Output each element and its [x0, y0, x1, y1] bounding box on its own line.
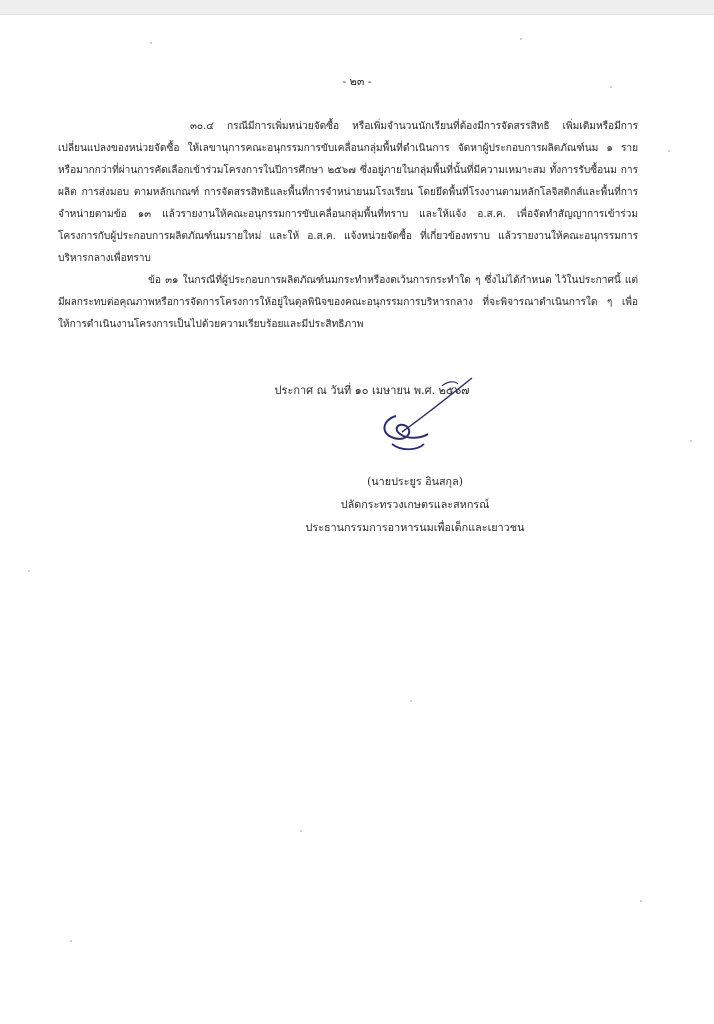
signer-block [250, 470, 580, 539]
scan-speck [640, 900, 642, 902]
scan-speck [520, 38, 522, 40]
announcement-date: ประกาศ ณ วันที่ ๑๐ เมษายน พ.ศ. ๒๕๖๗ [274, 384, 470, 397]
top-gray-bar [0, 0, 714, 15]
clause-30-4-paragraph: ๓๐.๔ กรณีมีการเพิ่มหน่วยจัดซื้อ หรือเพิ่มจำนวนนักเรียนที่ต้องมีการจัดสรรสิทธิ เพิ่มเติมหรือมีการเปลี่ยนแปลงของหน่วยจัดซื้อ ให้เลขานุการคณะอนุกรรมการขับเคลื่อนกลุ่มพื้นที่ดำเนินการ จัดหาผู้ประกอบการผลิตภัณฑ์นม ๑ ราย หรือมากกว่าที่ผ่านการคัดเลือกเข้าร่วมโครงการในปีการศึกษา ๒๕๖๗ ซึ่งอยู่ภายในกลุ่มพื้นที่นั้นที่มีความเหมาะสม ทั้งการรับซื้อนม การผลิต การส่งมอบ ตามหลักเกณฑ์ การจัดสรรสิทธิและพื้นที่การจำหน่ายนมโรงเรียน โดยยึดพื้นที่โรงงานตามหลักโลจิสติกส์และพื้นที่การ จำหน่ายตามข้อ ๑๓ แล้วรายงานให้คณะอนุกรรมการขับเคลื่อนกลุ่มพื้นที่ทราบ และให้แจ้ง อ.ส.ค. เพื่อจัดทำสัญญาการเข้าร่วมโครงการกับผู้ประกอบการผลิตภัณฑ์นมรายใหม่ และให้ อ.ส.ค. แจ้งหน่วยจัดซื้อ ที่เกี่ยวข้องทราบ แล้วรายงานให้คณะอนุกรรมการบริหารกลางเพื่อทราบ [58, 121, 638, 264]
scan-speck [668, 150, 670, 152]
signer-role: ประธานกรรมการอาหารนมเพื่อเด็กและเยาวชน [305, 521, 525, 534]
page-number: - ๒๓ - [342, 75, 372, 88]
scan-speck [70, 940, 72, 942]
scan-speck [410, 700, 412, 702]
scan-speck [150, 42, 152, 44]
clause-31-paragraph: ข้อ ๓๑ ในกรณีที่ผู้ประกอบการผลิตภัณฑ์นมกระทำหรืองดเว้นการกระทำใด ๆ ซึ่งไม่ได้กำหนด ไว้ในประกาศนี้ แต่มีผลกระทบต่อคุณภาพหรือการจัดการโครงการให้อยู่ในดุลพินิจของคณะอนุกรรมการบริหารกลาง ที่จะพิจารณาดำเนินการใด ๆ เพื่อให้การดำเนินงานโครงการเป็นไปด้วยความเรียบร้อยและมีประสิทธิภาพ [58, 275, 638, 330]
signer-name: (นายประยูร อินสกุล) [367, 475, 463, 488]
scan-speck [690, 440, 692, 442]
signature-mark [372, 372, 482, 462]
scan-speck [610, 86, 612, 88]
document-body [58, 116, 638, 336]
scan-speck [300, 830, 302, 832]
scan-speck [28, 570, 30, 572]
signer-position: ปลัดกระทรวงเกษตรและสหกรณ์ [340, 498, 490, 511]
